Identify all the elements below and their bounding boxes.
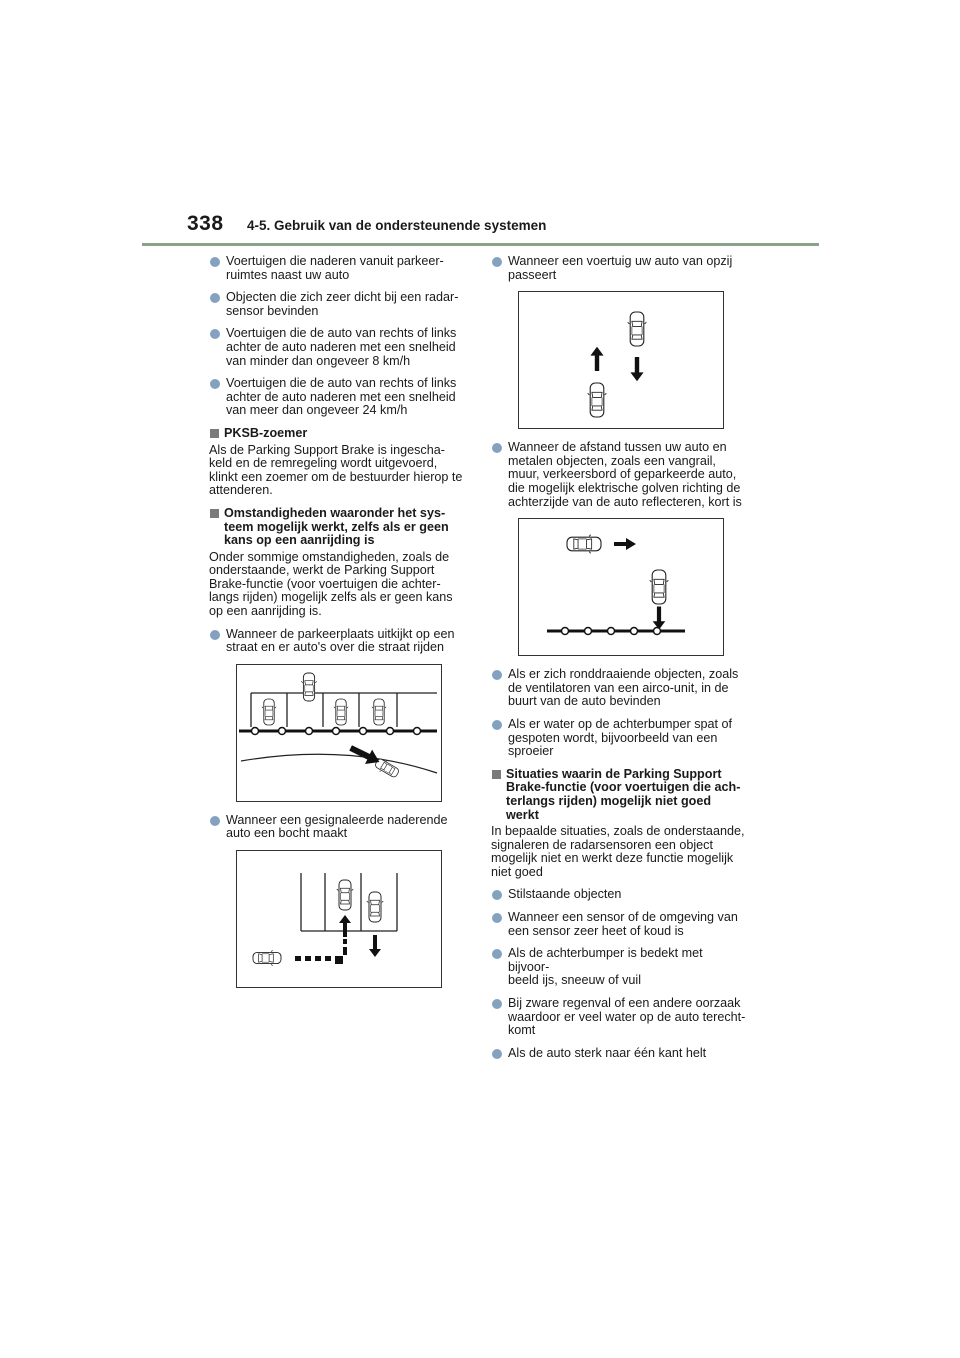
list-item-text: Als de auto sterk naar één kant helt xyxy=(508,1045,707,1060)
list-item xyxy=(209,814,464,841)
list-item-text: Als de achterbumper is bedekt met bijvoor- beeld ijs, sneeuw of vuil xyxy=(508,946,703,988)
list-item-text: Wanneer de afstand tussen uw auto en metalen objecten, zoals een vangrail, muur, verkeersbord of geparkeerde auto, die mogelijk elektrische golven richting de achterzijde van de auto reflecteren, kort is xyxy=(508,440,742,509)
list-item xyxy=(491,668,746,709)
list-item xyxy=(491,911,746,938)
list-item xyxy=(491,947,746,988)
section-title: 4-5. Gebruik van de ondersteunende systemen xyxy=(247,218,547,233)
bullet-icon xyxy=(492,670,502,680)
bullet-icon xyxy=(210,329,220,339)
left-column xyxy=(209,255,464,1000)
paragraph-situations: In bepaalde situaties, zoals de onderstaande, signaleren de radarsensoren een object mogelijk niet en werkt deze functie mogelijk niet goed xyxy=(491,824,745,879)
page-number: 338 xyxy=(187,212,224,235)
subheading-text: Situaties waarin de Parking Support Brake-functie (voor voertuigen die ach- terlangs rijden) mogelijk niet goed werkt xyxy=(506,766,741,822)
list-item xyxy=(209,628,464,655)
square-bullet-icon xyxy=(210,509,219,518)
subheading-text: Omstandigheden waaronder het sys- teem mogelijk werkt, zelfs als er geen kans op een aanrijding is xyxy=(224,505,449,548)
list-item xyxy=(491,441,746,509)
bullet-icon xyxy=(210,379,220,389)
bullet-icon xyxy=(492,720,502,730)
list-item-text: Wanneer een sensor of de omgeving van een sensor zeer heet of koud is xyxy=(508,910,738,938)
illustration-metal-objects xyxy=(518,518,724,656)
illustration-parking-street xyxy=(236,664,442,802)
list-item-text: Als er zich ronddraaiende objecten, zoals de ventilatoren van een airco-unit, in de buurt van de auto bevinden xyxy=(508,667,739,709)
list-item xyxy=(209,255,464,282)
subheading-text: PKSB-zoemer xyxy=(224,425,308,440)
list-item-text: Als er water op de achterbumper spat of gespoten wordt, bijvoorbeeld van een sproeier xyxy=(508,716,733,759)
list-item-text: Stilstaande objecten xyxy=(508,887,622,902)
subheading-situations xyxy=(491,768,746,822)
bullet-icon xyxy=(492,257,502,267)
list-item-text: Voertuigen die de auto van rechts of links achter de auto naderen met een snelheid van meer dan ongeveer 24 km/h xyxy=(226,376,457,418)
list-item xyxy=(491,1047,746,1061)
list-item-text: Wanneer een voertuig uw auto van opzij passeert xyxy=(508,254,733,282)
illustration-car-turning xyxy=(236,850,442,988)
bullet-icon xyxy=(492,890,502,900)
bullet-icon xyxy=(210,816,220,826)
list-item xyxy=(209,377,464,418)
bullet-icon xyxy=(210,630,220,640)
paragraph-buzzer: Als de Parking Support Brake is ingescha- keld en de remregeling wordt uitgevoerd, klinkt een zoemer om de bestuurder hierop te attenderen. xyxy=(209,442,463,498)
bullet-icon xyxy=(210,257,220,267)
bullet-icon xyxy=(492,1049,502,1059)
bullet-icon xyxy=(492,443,502,453)
bullet-icon xyxy=(492,913,502,923)
list-item-text: Wanneer de parkeerplaats uitkijkt op een straat en er auto's over die straat rijden xyxy=(226,626,455,655)
subheading-buzzer xyxy=(209,427,464,441)
list-item xyxy=(491,718,746,759)
list-item-text: Objecten die zich zeer dicht bij een radar- sensor bevinden xyxy=(226,290,459,318)
square-bullet-icon xyxy=(210,429,219,438)
list-item xyxy=(491,888,746,902)
list-item xyxy=(491,255,746,282)
list-item xyxy=(491,997,746,1038)
bullet-icon xyxy=(492,999,502,1009)
bullet-icon xyxy=(492,949,502,959)
right-column xyxy=(491,255,746,1069)
list-item xyxy=(209,327,464,368)
list-item-text: Voertuigen die de auto van rechts of links achter de auto naderen met een snelheid van minder dan ongeveer 8 km/h xyxy=(226,326,457,368)
list-item xyxy=(209,291,464,318)
list-item-text: Voertuigen die naderen vanuit parkeer- ruimtes naast uw auto xyxy=(226,254,444,282)
illustration-side-passing xyxy=(518,291,724,429)
list-item-text: Wanneer een gesignaleerde naderende auto een bocht maakt xyxy=(226,812,448,841)
header-rule xyxy=(142,243,819,246)
subheading-circumstances xyxy=(209,507,464,548)
paragraph-circumstances: Onder sommige omstandigheden, zoals de onderstaande, werkt de Parking Support Brake-functie (voor voertuigen die achter- langs rijden) mogelijk zelfs als er geen kans op een aanrijding is. xyxy=(209,549,453,619)
bullet-icon xyxy=(210,293,220,303)
list-item-text: Bij zware regenval of een andere oorzaak waardoor er veel water op de auto terecht- komt xyxy=(508,996,746,1038)
square-bullet-icon xyxy=(492,770,501,779)
